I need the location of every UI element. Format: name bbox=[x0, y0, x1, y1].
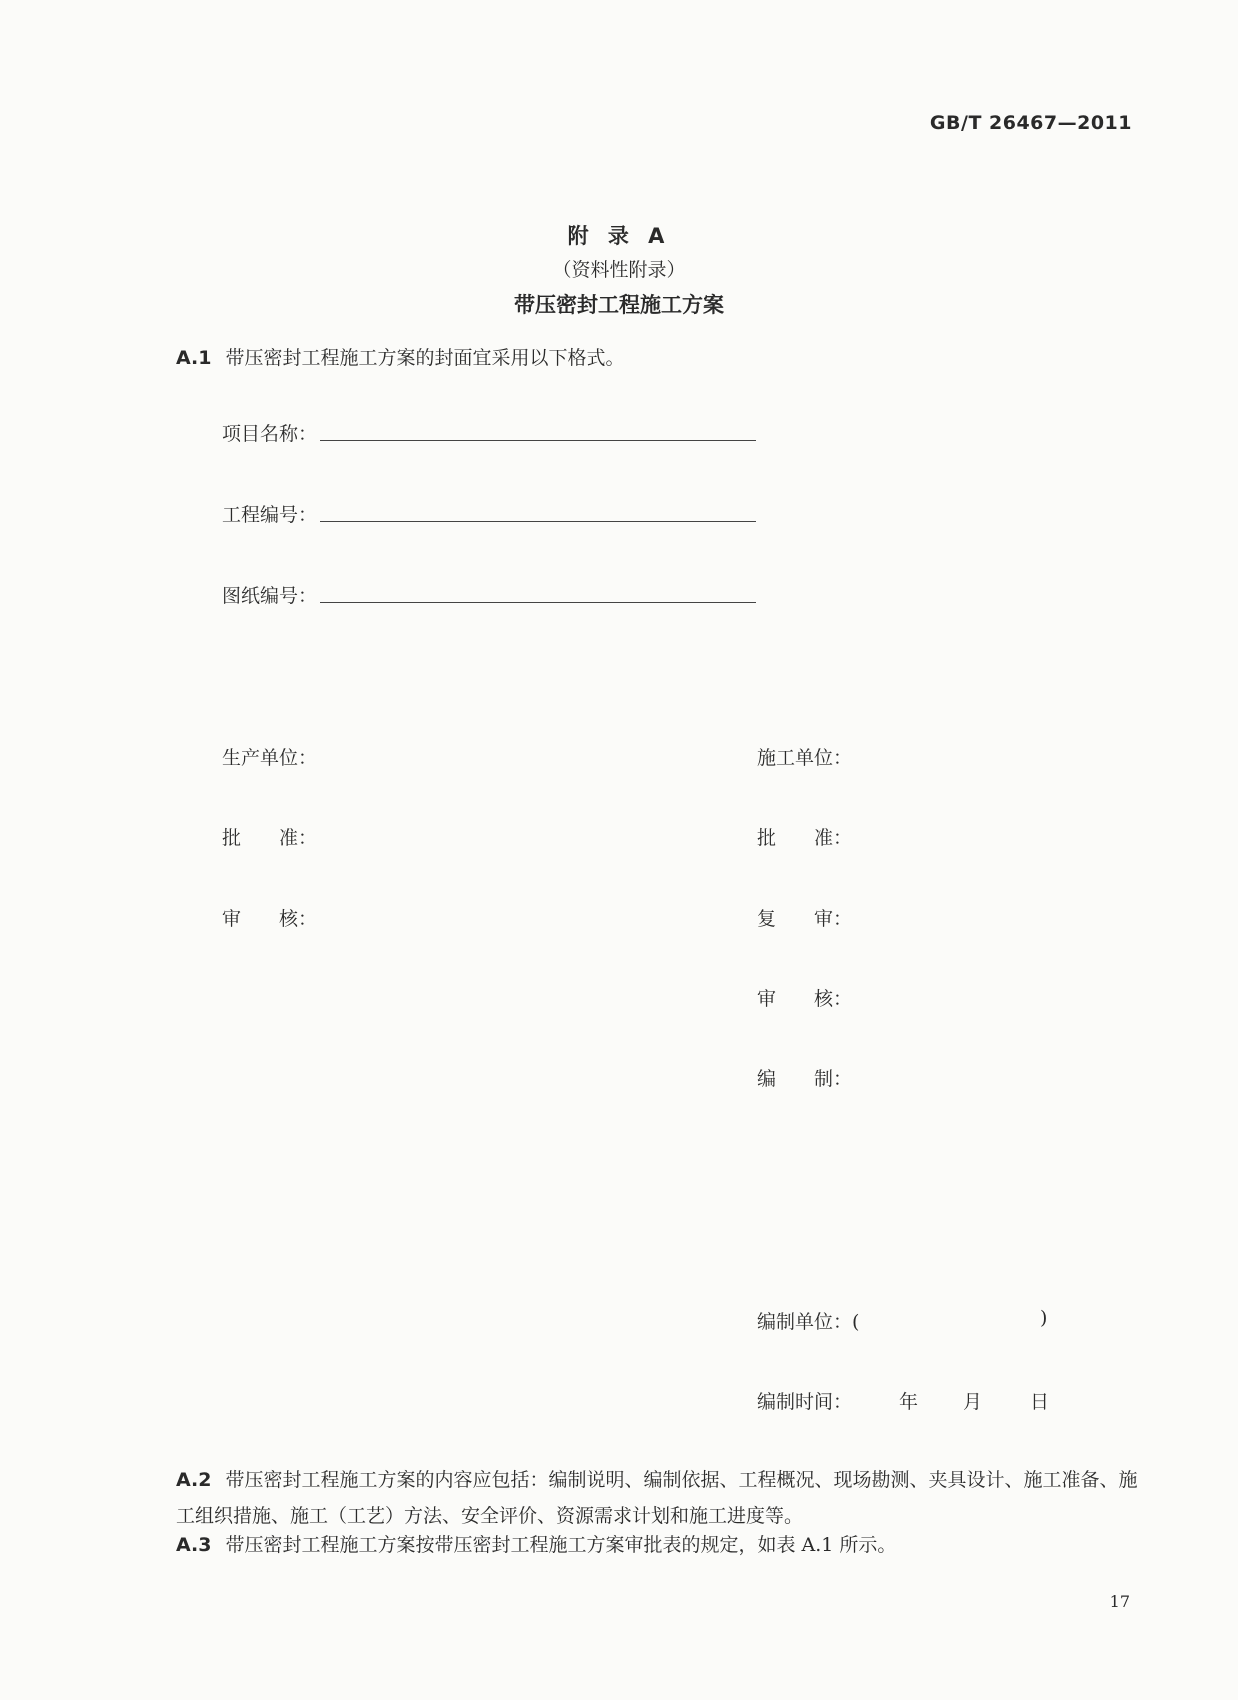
section-a2-number: A.2 bbox=[176, 1469, 212, 1491]
constructor-label: 施工单位： bbox=[757, 747, 853, 769]
compile-time-label: 编制时间： bbox=[757, 1391, 853, 1413]
producer-label: 生产单位： bbox=[222, 747, 318, 769]
right-review-label: 审 核： bbox=[757, 988, 853, 1010]
month-label: 月 bbox=[963, 1391, 983, 1413]
year-label: 年 bbox=[899, 1391, 919, 1413]
project-name-label: 项目名称： bbox=[222, 423, 318, 445]
project-number-line[interactable] bbox=[320, 521, 756, 522]
drawing-number-label: 图纸编号： bbox=[222, 585, 318, 607]
left-approve-label: 批 准： bbox=[222, 827, 318, 849]
section-a3 bbox=[176, 1530, 896, 1557]
section-a1-number: A.1 bbox=[176, 347, 212, 369]
appendix-name: 带压密封工程施工方案 bbox=[514, 293, 724, 317]
compile-label: 编 制： bbox=[757, 1068, 853, 1090]
section-a1-text: 带压密封工程施工方案的封面宜采用以下格式。 bbox=[225, 347, 625, 369]
section-a3-number: A.3 bbox=[176, 1534, 212, 1556]
compile-unit-label: 编制单位：( bbox=[757, 1311, 860, 1333]
day-label: 日 bbox=[1030, 1391, 1050, 1413]
section-a2 bbox=[176, 1462, 1146, 1534]
recheck-label: 复 审： bbox=[757, 908, 853, 930]
right-approve-label: 批 准： bbox=[757, 827, 853, 849]
compile-unit-close: ) bbox=[1040, 1307, 1048, 1329]
project-name-line[interactable] bbox=[320, 440, 756, 441]
appendix-type: （资料性附录） bbox=[552, 259, 686, 281]
page-number: 17 bbox=[1109, 1592, 1130, 1611]
section-a1 bbox=[176, 343, 625, 370]
section-a3-text: 带压密封工程施工方案按带压密封工程施工方案审批表的规定，如表 A.1 所示。 bbox=[225, 1534, 897, 1556]
drawing-number-line[interactable] bbox=[320, 602, 756, 603]
section-a2-text: 带压密封工程施工方案的内容应包括：编制说明、编制依据、工程概况、现场勘测、夹具设计、施工准备、施工组织措施、施工（工艺）方法、安全评价、资源需求计划和施工进度等。 bbox=[176, 1469, 1138, 1527]
left-review-label: 审 核： bbox=[222, 908, 318, 930]
standard-number: GB/T 26467—2011 bbox=[929, 112, 1132, 134]
appendix-title: 附 录 A bbox=[567, 224, 671, 248]
project-number-label: 工程编号： bbox=[222, 504, 318, 526]
